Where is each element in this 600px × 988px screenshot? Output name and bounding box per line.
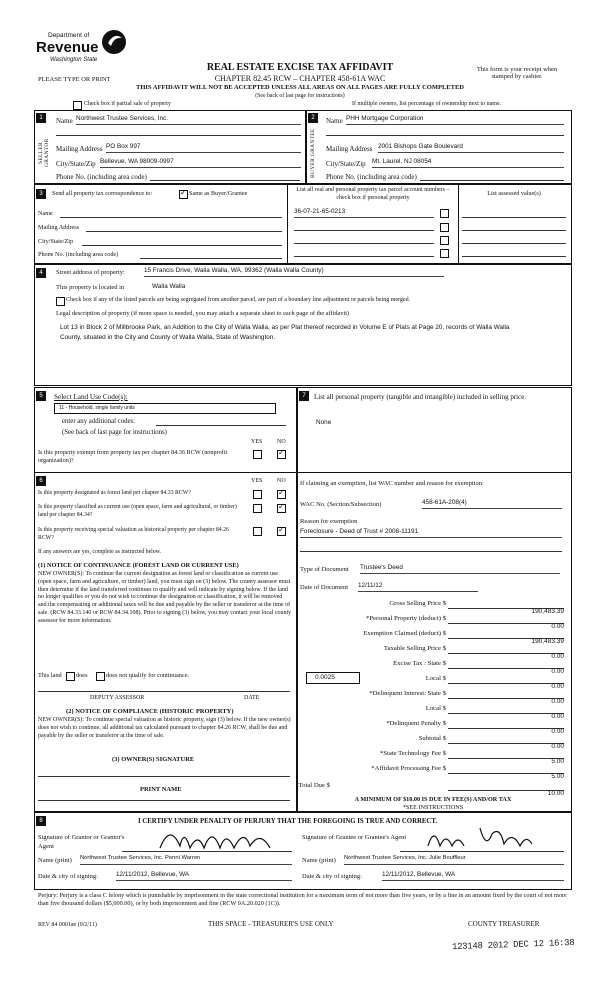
does-not-checkbox[interactable] xyxy=(96,672,105,681)
total-value-line[interactable] xyxy=(448,758,564,765)
rev-number: REV 84 0001ae (9/2/11) xyxy=(38,922,97,928)
certify-statement: I CERTIFY UNDER PENALTY OF PERJURY THAT THE FOREGOING IS TRUE AND CORRECT. xyxy=(138,818,438,825)
doc-type-label: Type of Document xyxy=(300,566,349,573)
parcel-3[interactable] xyxy=(294,243,434,244)
dept-line1: Department of xyxy=(48,32,90,39)
forest-q1: Is this property designated as forest land per chapter 84.33 RCW? xyxy=(38,490,191,496)
dept-line2: Revenue xyxy=(36,39,99,56)
total-value-line[interactable] xyxy=(448,638,564,645)
total-label: Local $ xyxy=(425,675,446,682)
total-label: Local $ xyxy=(425,705,446,712)
corr-divider2 xyxy=(458,184,459,264)
total-value-line[interactable] xyxy=(448,728,564,735)
land-use-yes: YES xyxy=(251,439,263,445)
seller-phone-line xyxy=(150,180,300,181)
total-value: 0.00 xyxy=(551,713,564,720)
local-rate-box[interactable] xyxy=(306,672,360,684)
buyer-name-label: Name xyxy=(326,117,343,125)
corr-name-line[interactable] xyxy=(60,217,282,218)
total-due-value-line[interactable] xyxy=(448,790,564,797)
total-value: 0.00 xyxy=(551,728,564,735)
seller-mailing-label: Mailing Address xyxy=(56,145,103,153)
total-label: Gross Selling Price $ xyxy=(389,600,446,607)
forest-if-yes: If any answers are yes, complete as instructed below. xyxy=(38,549,161,555)
forest-q2-yes[interactable] xyxy=(253,504,262,513)
grantor-name-label: Name (print) xyxy=(38,857,72,864)
grantee-signature xyxy=(420,820,540,856)
additional-codes-input[interactable] xyxy=(156,425,286,426)
corr-phone-line[interactable] xyxy=(140,258,282,259)
exemption-label: If claiming an exemption, list WAC number and reason for exemption: xyxy=(300,480,484,487)
corr-city-label: City/State/Zip xyxy=(38,238,74,245)
grantor-date-label: Date & city of signing: xyxy=(38,873,98,880)
forest-q3-no[interactable] xyxy=(277,527,286,536)
doc-type-value[interactable]: Trustee's Deed xyxy=(360,564,560,574)
dept-line3: Washington State xyxy=(50,57,98,63)
total-value: 0.00 xyxy=(551,623,564,630)
wac-value[interactable]: 458-61A-208(4) xyxy=(422,499,562,509)
land-use-value: 11 - Household, single family units xyxy=(59,405,135,411)
section-1-badge: 1 xyxy=(36,113,46,123)
parties-divider xyxy=(305,110,307,184)
assessed-2[interactable] xyxy=(462,230,566,231)
segregated-checkbox[interactable] xyxy=(56,297,65,306)
grantor-sig-label: Signature of Grantor or Grantor's Agent xyxy=(38,834,125,850)
parcel-2-checkbox[interactable] xyxy=(440,223,449,232)
forest-no: NO xyxy=(277,478,286,484)
buyer-name[interactable]: PHH Mortgage Corporation xyxy=(346,115,564,125)
section-2-badge: 2 xyxy=(308,113,318,123)
this-land-label: This land xyxy=(38,672,62,679)
receipt-stamp: 123148 2012 DEC 12 16:38 xyxy=(451,937,575,953)
grantee-name-label: Name (print) xyxy=(302,857,336,864)
send-correspondence-label: Send all property tax correspondence to: xyxy=(52,190,153,197)
section-5-badge: 5 xyxy=(36,391,46,401)
forest-q3: Is this property receiving special valuation as historical property per chapter 84.26 RCW? xyxy=(38,527,229,541)
date-label: DATE xyxy=(244,695,260,701)
seller-name[interactable]: Northwest Trustee Services, Inc. xyxy=(76,115,301,125)
personal-property-value[interactable]: None xyxy=(316,419,332,426)
does-checkbox[interactable] xyxy=(66,672,75,681)
forest-q2-no[interactable] xyxy=(277,504,286,513)
buyer-side-label: BUYER GRANTEE xyxy=(310,128,316,178)
doc-date-label: Date of Document xyxy=(300,584,349,591)
seller-mailing[interactable]: PO Box 997 xyxy=(106,143,301,153)
notice1-title: (1) NOTICE OF CONTINUANCE (FOREST LAND OR CURRENT USE) xyxy=(38,562,239,569)
please-type: PLEASE TYPE OR PRINT xyxy=(38,76,111,83)
section-6-badge: 6 xyxy=(36,476,46,486)
same-as-buyer-label: Same as Buyer/Grantee xyxy=(189,190,248,197)
parcel-1-checkbox[interactable] xyxy=(440,209,449,218)
total-value-line[interactable] xyxy=(448,623,564,630)
forest-q3-yes[interactable] xyxy=(253,527,262,536)
buyer-mailing[interactable]: 2001 Bishops Gate Boulevard xyxy=(378,143,564,153)
legal-description[interactable]: Lot 13 in Block 2 of Millbrooke Park, an Addition to the City of Walla Walla, as per Plat thereof recorded in Volume E of Plats at Page 20, records of Walla Walla County, situated in the City and County of Walla Walla, State of Washington. xyxy=(60,324,510,341)
additional-codes-label: enter any additional codes: xyxy=(62,418,136,425)
total-value-line[interactable] xyxy=(448,713,564,720)
personal-property-label: List all personal property (tangible and intangible) included in selling price. xyxy=(314,393,527,401)
total-label: Subtotal $ xyxy=(418,735,446,742)
wac-label: WAC No. (Section/Subsection) xyxy=(300,501,382,508)
deputy-label: DEPUTY ASSESSOR xyxy=(90,695,145,701)
corr-name-label: Name xyxy=(38,210,53,217)
total-value: 190,483.39 xyxy=(531,608,564,615)
assessed-header: List assessed value(s) xyxy=(487,190,541,197)
located-value[interactable]: Walla Walla xyxy=(152,283,186,290)
parcel-1[interactable]: 36-07-21-65-0213 xyxy=(294,208,434,218)
street-address[interactable]: 15 Francis Drive, Walla Walla, WA, 99362 (Walla Walla County) xyxy=(144,267,444,277)
street-label: Street address of property: xyxy=(56,269,125,276)
does-label: does xyxy=(76,672,88,679)
total-value-line[interactable] xyxy=(448,608,564,615)
exempt-yes-checkbox[interactable] xyxy=(253,450,262,459)
total-value: 0.00 xyxy=(551,668,564,675)
corr-divider xyxy=(287,184,288,264)
land-use-no: NO xyxy=(277,439,286,445)
section-3-badge: 3 xyxy=(36,189,46,199)
grantee-name[interactable]: Northwest Trustee Services, Inc. Julie Bouffleur xyxy=(344,855,564,865)
parcel-4[interactable] xyxy=(294,256,434,257)
seller-city-label: City/State/Zip xyxy=(56,160,96,168)
parcel-2[interactable] xyxy=(294,230,434,231)
corr-mailing-line[interactable] xyxy=(86,231,282,232)
exempt-question: Is this property exempt from property tax per chapter 84.36 RCW (nonprofit organization)? xyxy=(38,449,228,464)
local-rate: 0.0025 xyxy=(315,674,335,681)
doc-date-value[interactable]: 12/11/12 xyxy=(358,582,478,592)
same-as-buyer-checkbox[interactable] xyxy=(179,190,188,199)
reason-line2[interactable] xyxy=(300,551,562,552)
form-title: REAL ESTATE EXCISE TAX AFFIDAVIT xyxy=(206,62,394,73)
notice2-title: (2) NOTICE OF COMPLIANCE (HISTORIC PROPERTY) xyxy=(66,708,234,715)
reason-value[interactable]: Foreclosure - Deed of Trust # 2008-11191 xyxy=(300,528,562,538)
buyer-city-label: City/State/Zip xyxy=(326,160,366,168)
legal-label: Legal description of property (if more space is needed, you may attach a separate sheet to each page of the affidavit) xyxy=(56,310,350,317)
buyer-line2 xyxy=(326,135,564,136)
land-use-select[interactable] xyxy=(54,403,276,414)
select-land-use-label: Select Land Use Code(s): xyxy=(54,393,128,401)
exempt-no-checkbox[interactable] xyxy=(277,450,286,459)
total-value-line[interactable] xyxy=(448,683,564,690)
reason-label: Reason for exemption xyxy=(300,518,358,525)
total-value: 0.00 xyxy=(551,653,564,660)
total-value-line[interactable] xyxy=(448,653,564,660)
perjury-text: Perjury: Perjury is a class C felony which is punishable by imprisonment in the state correctional institution for a maximum term of not more than five years, or by a fine in an amount fixed by the court of not more than five thousand dollars ($5,000.00), or by both imprisonment and fine (RCW 9A.20.020 (1C)). xyxy=(38,892,567,907)
total-value: 190,483.39 xyxy=(531,638,564,645)
buyer-city[interactable]: Mt. Laurel, NJ 08054 xyxy=(372,158,564,168)
buyer-phone-line xyxy=(420,180,564,181)
revenue-logo-icon xyxy=(100,28,128,56)
total-value: 0.00 xyxy=(551,683,564,690)
form-chapter: CHAPTER 82.45 RCW – CHAPTER 458-61A WAC xyxy=(214,74,386,83)
parcel-header: List all real and personal property tax parcel account numbers – check box if personal property xyxy=(296,187,450,201)
total-value: 0.00 xyxy=(551,743,564,750)
does-not-label: does not qualify for continuance. xyxy=(106,672,190,679)
grantee-sig-label: Signature of Grantee or Grantee's Agent xyxy=(302,834,407,841)
total-value-line[interactable] xyxy=(448,773,564,780)
form-warning: THIS AFFIDAVIT WILL NOT BE ACCEPTED UNLESS ALL AREAS ON ALL PAGES ARE FULLY COMPLETED xyxy=(136,84,464,91)
segregated-label: Check box if any of the listed parcels are being segregated from another parcel, are part of a boundary line adjustment or parcels being merged. xyxy=(66,297,411,303)
forest-q1-yes[interactable] xyxy=(253,490,262,499)
land-use-see-back: (See back of last page for instructions) xyxy=(62,429,167,436)
total-label: Taxable Selling Price $ xyxy=(383,645,446,652)
located-label: This property is located in xyxy=(56,284,125,291)
section-4-badge: 4 xyxy=(36,268,46,278)
corr-phone-label: Phone No. (including area code) xyxy=(38,251,119,258)
seller-city[interactable]: Bellevue, WA 98009-0997 xyxy=(100,158,301,168)
receipt-note: This form is your receipt when stamped by cashier. xyxy=(476,66,558,80)
parcel-3-checkbox[interactable] xyxy=(440,236,449,245)
seller-side-label: SELLER GRANTOR xyxy=(38,138,50,168)
total-label: *Delinquent Penalty $ xyxy=(386,720,446,727)
owner-signature-line[interactable] xyxy=(38,776,290,777)
forest-q1-no[interactable] xyxy=(277,490,286,499)
corr-mailing-label: Mailing Address xyxy=(38,224,80,231)
assessed-3[interactable] xyxy=(462,243,566,244)
totals-area xyxy=(300,600,566,780)
grantor-name[interactable]: Northwest Trustee Services, Inc. Penni Warren xyxy=(80,855,292,865)
print-name-line[interactable] xyxy=(38,800,290,801)
partial-sale-checkbox[interactable] xyxy=(73,101,82,110)
treasurer-use: THIS SPACE - TREASURER'S USE ONLY xyxy=(208,920,334,928)
revenue-logo xyxy=(36,28,128,72)
grantor-date[interactable]: 12/11/2012, Bellevue, WA xyxy=(116,871,292,881)
seller-phone-label: Phone No. (including area code) xyxy=(56,173,147,181)
total-due-value: 10.00 xyxy=(547,790,564,797)
total-label: *State Technology Fee $ xyxy=(379,750,446,757)
forest-q2: Is this property classified as current use (open space, farm and agricultural, or timber) land per chapter 84.34? xyxy=(38,504,237,518)
total-label: Excise Tax : State $ xyxy=(393,660,446,667)
form-see-back: (See back of last page for instructions) xyxy=(255,93,345,99)
owner-signature-label: (3) OWNER(S) SIGNATURE xyxy=(112,756,195,763)
grantee-date[interactable]: 12/11/2012, Bellevue, WA xyxy=(382,871,564,881)
section-7-badge: 7 xyxy=(299,391,309,401)
total-value-line[interactable] xyxy=(448,668,564,675)
parcel-4-checkbox[interactable] xyxy=(440,249,449,258)
grantee-date-label: Date & city of signing: xyxy=(302,873,362,880)
min-due-note: A MINIMUM OF $10.00 IS DUE IN FEE(S) AND/OR TAX xyxy=(354,796,512,803)
seller-line2 xyxy=(56,135,301,136)
total-label: *Affidavit Processing Fee $ xyxy=(371,765,446,772)
total-value: 0.00 xyxy=(551,698,564,705)
buyer-phone-label: Phone No. (including area code) xyxy=(326,173,417,181)
total-value: 5.00 xyxy=(551,758,564,765)
seller-name-label: Name xyxy=(56,117,73,125)
total-label: *Personal Property (deduct) $ xyxy=(365,615,446,622)
notice2-body: NEW OWNER(S): To continue special valuation as historic property, sign (3) below. If the new owner(s) does not wish to continue, all additional tax calculated pursuant to chapter 84.26 RCW, shall be due and payable by the seller or transferor at the time of sale. xyxy=(38,717,291,739)
corr-city-line[interactable] xyxy=(82,245,282,246)
total-label: Exemption Claimed (deduct) $ xyxy=(363,630,446,637)
buyer-mailing-label: Mailing Address xyxy=(326,145,373,153)
multiple-owners-note: If multiple owners, list percentage of ownership next to name. xyxy=(352,101,502,107)
county-treasurer: COUNTY TREASURER xyxy=(468,920,540,928)
assessed-1[interactable] xyxy=(462,217,566,218)
total-value-line[interactable] xyxy=(448,743,564,750)
section-8-badge: 8 xyxy=(36,816,46,826)
total-value-line[interactable] xyxy=(448,698,564,705)
notice1-body: NEW OWNER(S): To continue the current designation as forest land or classification as current use (open space, farm and agriculture, or timber) land, you must sign on (3) below. The county assessor must then determine if the land transferred continues to qualify and will indicate by signing below. If the land no longer qualifies or you do not wish to continue the designation or classification, it will be removed and the compensating or additional taxes will be due and payable by the seller or transferor at the time of sale. (RCW 84.33.140 or RCW 84.34.108). Prior to signing (3) below, you may contact your local county assessor for more information. xyxy=(38,571,292,624)
deputy-line[interactable] xyxy=(38,691,290,692)
total-label: *Delinquent Interest: State $ xyxy=(369,690,446,697)
print-name-label: PRINT NAME xyxy=(140,786,182,793)
see-instructions: *SEE INSTRUCTIONS xyxy=(402,804,464,811)
assessed-4[interactable] xyxy=(462,256,566,257)
total-due-label: Total Due $ xyxy=(298,782,330,789)
grantor-signature xyxy=(150,818,290,858)
forest-yes: YES xyxy=(251,478,263,484)
partial-sale-label: Check box if partial sale of property xyxy=(84,101,171,107)
total-value: 5.00 xyxy=(551,773,564,780)
